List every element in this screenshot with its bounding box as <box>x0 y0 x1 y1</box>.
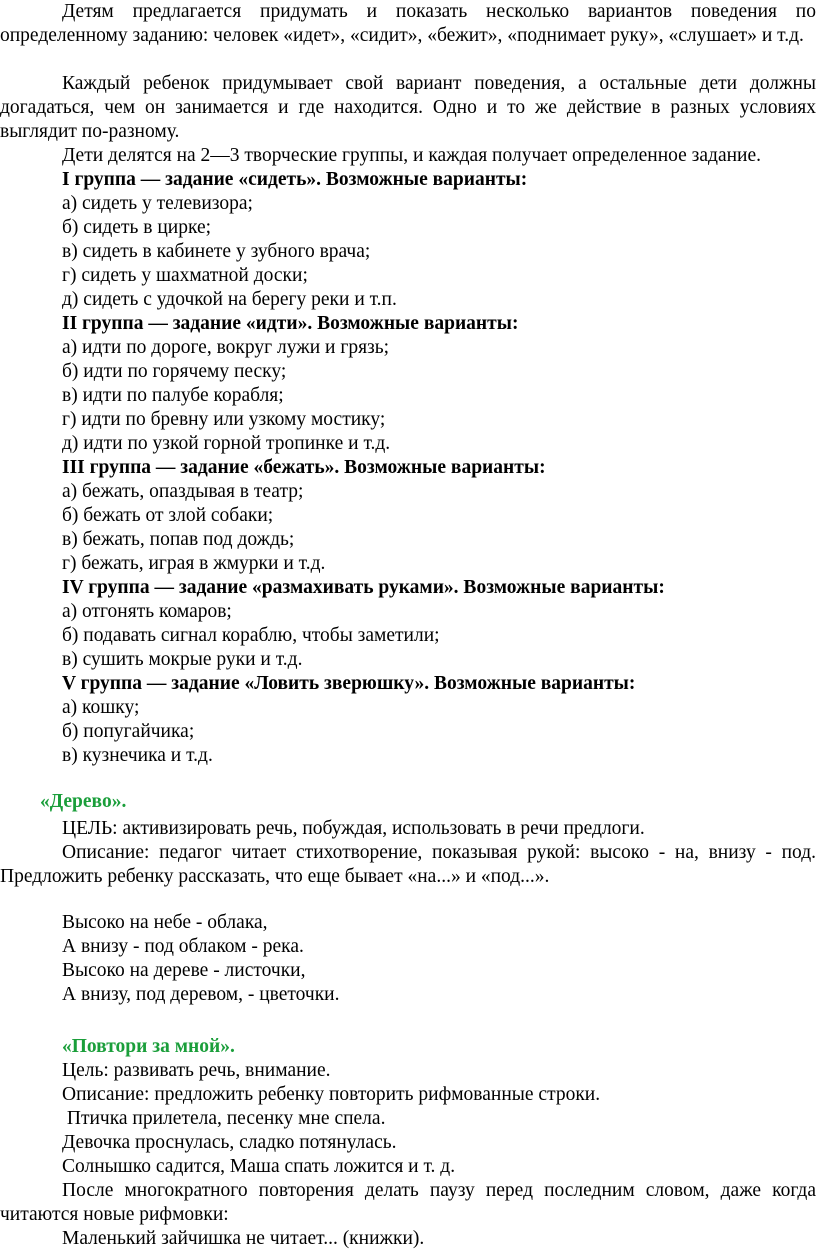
list-item: в) идти по палубе корабля; <box>62 385 284 406</box>
list-item: г) сидеть у шахматной доски; <box>62 265 308 286</box>
list-item: а) сидеть у телевизора; <box>62 193 253 214</box>
list-item: а) отгонять комаров; <box>62 601 232 622</box>
game-title-povtori: «Повтори за мной». <box>62 1036 235 1057</box>
list-item: в) бежать, попав под дождь; <box>62 529 295 550</box>
rhyme-line: Девочка проснулась, сладко потянулась. <box>62 1132 397 1153</box>
game-description: Описание: педагог читает стихотворение, показывая рукой: высоко - на, внизу - под. Предложить ребенку рассказать, что еще бывает «на...» и «под...». <box>0 842 816 887</box>
list-item: б) идти по горячему песку; <box>62 361 287 382</box>
list-item: а) бежать, опаздывая в театр; <box>62 481 304 502</box>
list-item: б) подавать сигнал кораблю, чтобы заметили; <box>62 625 440 646</box>
poem-line: А внизу, под деревом, - цветочки. <box>62 984 340 1005</box>
list-item: г) бежать, играя в жмурки и т.д. <box>62 553 326 574</box>
game-title-derevo: «Дерево». <box>40 791 127 812</box>
list-item: в) сидеть в кабинете у зубного врача; <box>62 241 371 262</box>
intro-paragraph-3: Дети делятся на 2—3 творческие группы, и каждая получает определенное задание. <box>62 145 762 166</box>
group-title: III группа — задание «бежать». Возможные варианты: <box>62 457 546 478</box>
list-item: а) идти по дороге, вокруг лужи и грязь; <box>62 337 390 358</box>
group-title: I группа — задание «сидеть». Возможные варианты: <box>62 169 528 190</box>
list-item: б) бежать от злой собаки; <box>62 505 274 526</box>
list-item: д) сидеть с удочкой на берегу реки и т.п. <box>62 289 397 310</box>
poem-line: А внизу - под облаком - река. <box>62 936 304 957</box>
list-item: д) идти по узкой горной тропинке и т.д. <box>62 433 391 454</box>
game-description: Описание: предложить ребенку повторить рифмованные строки. <box>62 1084 601 1105</box>
game-instruction: После многократного повторения делать паузу перед последним словом, даже когда читаются новые рифмовки: <box>0 1180 816 1225</box>
group-title: IV группа — задание «размахивать руками». Возможные варианты: <box>62 577 665 598</box>
group-title: II группа — задание «идти». Возможные варианты: <box>62 313 519 334</box>
list-item: г) идти по бревну или узкому мостику; <box>62 409 386 430</box>
game-goal: Цель: развивать речь, внимание. <box>62 1060 331 1081</box>
group-title: V группа — задание «Ловить зверюшку». Возможные варианты: <box>62 673 636 694</box>
intro-paragraph-1: Детям предлагается придумать и показать несколько вариантов поведения по определенному заданию: человек «идет», «сидит», «бежит», «поднимает руку», «слушает» и т.д. <box>0 1 816 46</box>
rhyme-line: Солнышко садится, Маша спать ложится и т. д. <box>62 1156 456 1177</box>
list-item: в) кузнечика и т.д. <box>62 745 213 766</box>
rhyme-line: Птичка прилетела, песенку мне спела. <box>62 1108 386 1129</box>
list-item: в) сушить мокрые руки и т.д. <box>62 649 303 670</box>
list-item: а) кошку; <box>62 697 140 718</box>
game-goal: ЦЕЛЬ: активизировать речь, побуждая, использовать в речи предлоги. <box>62 818 645 839</box>
poem-line: Высоко на небе - облака, <box>62 912 268 933</box>
poem-line: Высоко на дереве - листочки, <box>62 960 306 981</box>
intro-paragraph-2: Каждый ребенок придумывает свой вариант поведения, а остальные дети должны догадаться, чем он занимается и где находится. Одно и то же действие в разных условиях выглядит по-разному. <box>0 73 816 142</box>
rhyme-line: Маленький зайчишка не читает... (книжки). <box>62 1228 425 1249</box>
list-item: б) попугайчика; <box>62 721 195 742</box>
list-item: б) сидеть в цирке; <box>62 217 212 238</box>
